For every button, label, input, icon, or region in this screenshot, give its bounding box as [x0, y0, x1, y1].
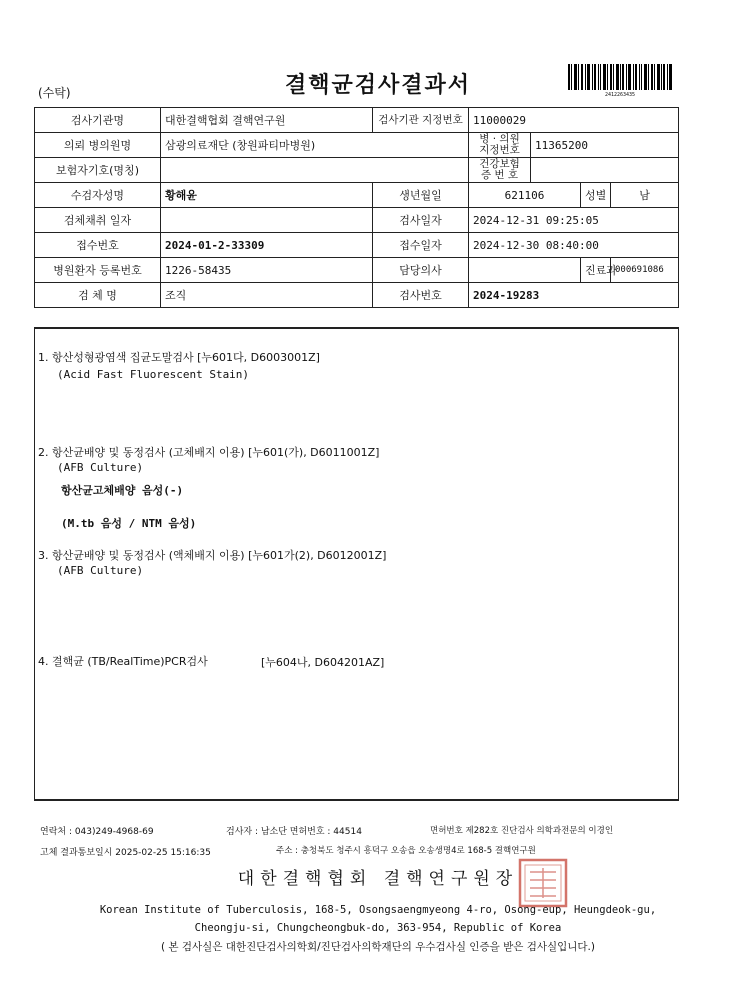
birth-label: 생년월일 — [373, 183, 469, 208]
official-seal-icon — [518, 858, 568, 908]
insurance-value — [161, 158, 469, 183]
test-2-result-detail: (M.tb 음성 / NTM 음성) — [61, 517, 197, 530]
health-no-label: 건강보험 증 번 호 — [469, 158, 531, 183]
test-2-title: 2. 항산균배양 및 동정검사 (고체배지 이용) [누601(가), D6011001Z] — [38, 446, 380, 459]
address-kr: 주소 : 충청북도 청주시 흥덕구 오송읍 오송생명4로 168-5 결핵연구원 — [276, 846, 536, 856]
test-no: 2024-19283 — [469, 283, 679, 308]
test-2-english: (AFB Culture) — [57, 461, 144, 474]
receive-label: 접수일자 — [373, 233, 469, 258]
results-box — [34, 327, 679, 801]
specimen-value: 조직 — [161, 283, 373, 308]
test-4-title: 4. 결핵균 (TB/RealTime)PCR검사 — [38, 655, 208, 668]
barcode-icon — [568, 64, 672, 90]
reg-no: 1226-58435 — [161, 258, 373, 283]
test-3-title: 3. 항산균배양 및 동정검사 (액체배지 이용) [누601가(2), D6012001Z] — [38, 549, 387, 562]
client-label: 의뢰 병의원명 — [35, 133, 161, 158]
lab-name: 대한결핵협회 결핵연구원 — [161, 108, 373, 133]
receive-date: 2024-12-30 08:40:00 — [469, 233, 679, 258]
collect-label: 검체채취 일자 — [35, 208, 161, 233]
info-table — [34, 107, 679, 308]
sex-value: 남 — [611, 183, 679, 208]
health-no — [531, 158, 679, 183]
contact-info: 연락처 : 043)249-4968-69 — [40, 827, 154, 837]
patient-name: 황해윤 — [161, 183, 373, 208]
test-no-label: 검사번호 — [373, 283, 469, 308]
doctor-label: 담당의사 — [373, 258, 469, 283]
accession-label: 접수번호 — [35, 233, 161, 258]
barcode-number: 2412263435 — [604, 92, 636, 98]
test-4-code: [누604나, D604201AZ] — [261, 656, 385, 669]
dept-label: 진료과 — [581, 258, 611, 283]
receipt-mark: (수탁) — [38, 86, 71, 100]
certification-note: ( 본 검사실은 대한진단검사의학회/진단검사의학재단의 우수검사실 인증을 받은 검사실입니다.) — [160, 941, 595, 953]
birth-date: 621106 — [469, 183, 581, 208]
test-date: 2024-12-31 09:25:05 — [469, 208, 679, 233]
client-name: 삼광의료재단 (창원파티마병원) — [161, 133, 469, 158]
test-3-english: (AFB Culture) — [57, 564, 144, 577]
report-time: 고체 결과통보일시 2025-02-25 15:16:35 — [40, 848, 211, 858]
specimen-label: 검 체 명 — [35, 283, 161, 308]
accession-no: 2024-01-2-33309 — [161, 233, 373, 258]
reg-label: 병원환자 등록번호 — [35, 258, 161, 283]
test-1-english: (Acid Fast Fluorescent Stain) — [57, 368, 250, 381]
collect-date — [161, 208, 373, 233]
client-no-label: 병 · 의원 지정번호 — [469, 133, 531, 158]
lab-no: 11000029 — [469, 108, 679, 133]
page-title: 결핵균검사결과서 — [284, 73, 472, 98]
lab-no-label: 검사기관 지정번호 — [373, 108, 469, 133]
insurance-label: 보험자기호(명칭) — [35, 158, 161, 183]
test-2-result: 항산균고체배양 음성(-) — [61, 484, 184, 497]
institute-name: 대한결핵협회 결핵연구원장 — [237, 869, 519, 889]
test-1-title: 1. 항산성형광염색 집균도말검사 [누601다, D6003001Z] — [38, 351, 320, 364]
client-no: 11365200 — [531, 133, 679, 158]
doctor-info: 면허번호 제282호 진단검사 의학과전문의 이경인 — [430, 826, 614, 836]
sex-label: 성별 — [581, 183, 611, 208]
patient-label: 수검자성명 — [35, 183, 161, 208]
lab-name-label: 검사기관명 — [35, 108, 161, 133]
dept-value: 000691086 — [611, 258, 679, 283]
examiner-info: 검사자 : 남소단 면허번호 : 44514 — [226, 827, 362, 837]
test-date-label: 검사일자 — [373, 208, 469, 233]
address-en-line2: Cheongju-si, Chungcheongbuk-do, 363-954, Republic of Korea — [194, 922, 562, 934]
doctor-name — [469, 258, 581, 283]
address-en-line1: Korean Institute of Tuberculosis, 168-5, Osongsaengmyeong 4-ro, Osong-eup, Heungdeok-gu, — [99, 904, 657, 916]
